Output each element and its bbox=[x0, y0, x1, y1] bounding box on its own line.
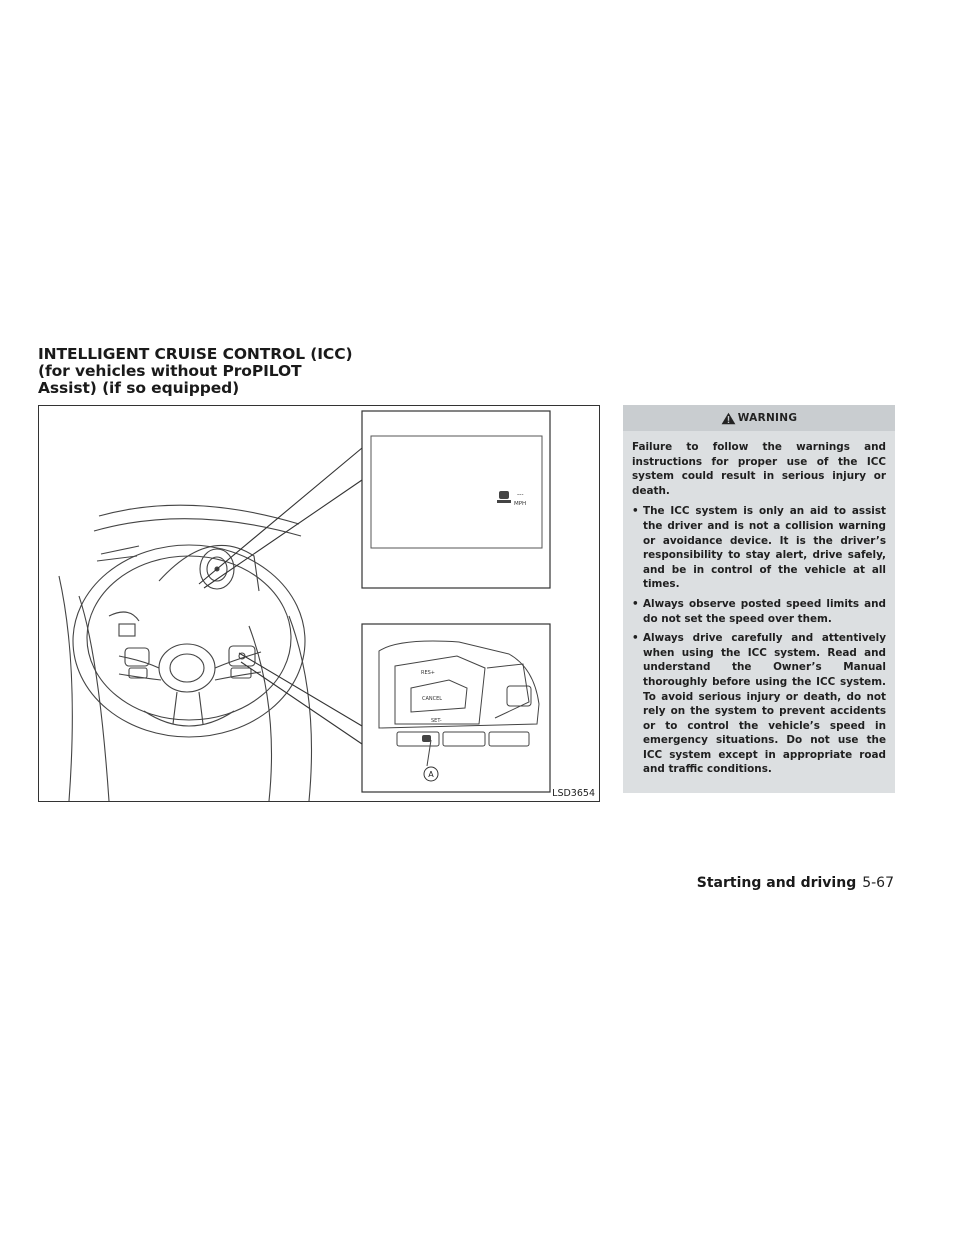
section-title-line-1: INTELLIGENT CRUISE CONTROL (ICC) bbox=[38, 345, 353, 363]
set-switch-label: SET- bbox=[431, 718, 442, 724]
cancel-switch-label: CANCEL bbox=[422, 696, 443, 702]
footer-section: Starting and driving bbox=[696, 875, 857, 891]
icc-indicator-icon bbox=[497, 491, 511, 503]
display-speed: --- bbox=[517, 491, 524, 498]
figure-code: LSD3654 bbox=[552, 788, 595, 799]
warning-bullet: • Always drive carefully and attentively when using the ICC system. Read and understand the Owner’s Manual thoroughly before using the ICC system. To avoid serious injury or death, do not rely on the system to prevent accidents or to control the vehicle’s speed in emergency situations. Do not use the ICC system except in appropriate road and traffic conditions. bbox=[632, 632, 886, 776]
warning-bullet: • The ICC system is only an aid to assist the driver and is not a collision warning or avoidance device. It is the driver’s responsibility to stay alert, drive safely, and be in control of the vehicle at all times. bbox=[632, 505, 886, 591]
warning-header bbox=[623, 405, 895, 431]
steering-wheel-figure bbox=[38, 405, 600, 802]
warning-triangle-icon bbox=[721, 412, 736, 425]
warning-body bbox=[623, 431, 895, 777]
display-unit: MPH bbox=[514, 501, 527, 507]
res-switch-label: RES+ bbox=[421, 670, 435, 676]
warning-bullet: • Always observe posted speed limits and do not set the speed over them. bbox=[632, 597, 886, 625]
page-footer bbox=[697, 875, 894, 891]
callout-label: A bbox=[428, 770, 434, 779]
steering-wheel-illustration bbox=[39, 406, 599, 801]
warning-intro: Failure to follow the warnings and instructions for proper use of the ICC system could result in serious injury or death. bbox=[632, 441, 886, 497]
section-title bbox=[38, 346, 378, 397]
warning-list bbox=[632, 504, 886, 777]
section-title-line-3: Assist) (if so equipped) bbox=[38, 379, 240, 397]
distance-switch-icon bbox=[422, 735, 431, 742]
section-title-line-2: (for vehicles without ProPILOT bbox=[38, 362, 302, 380]
warning-box bbox=[623, 405, 895, 793]
warning-title: WARNING bbox=[737, 412, 798, 424]
page-number: 5-67 bbox=[862, 875, 894, 891]
